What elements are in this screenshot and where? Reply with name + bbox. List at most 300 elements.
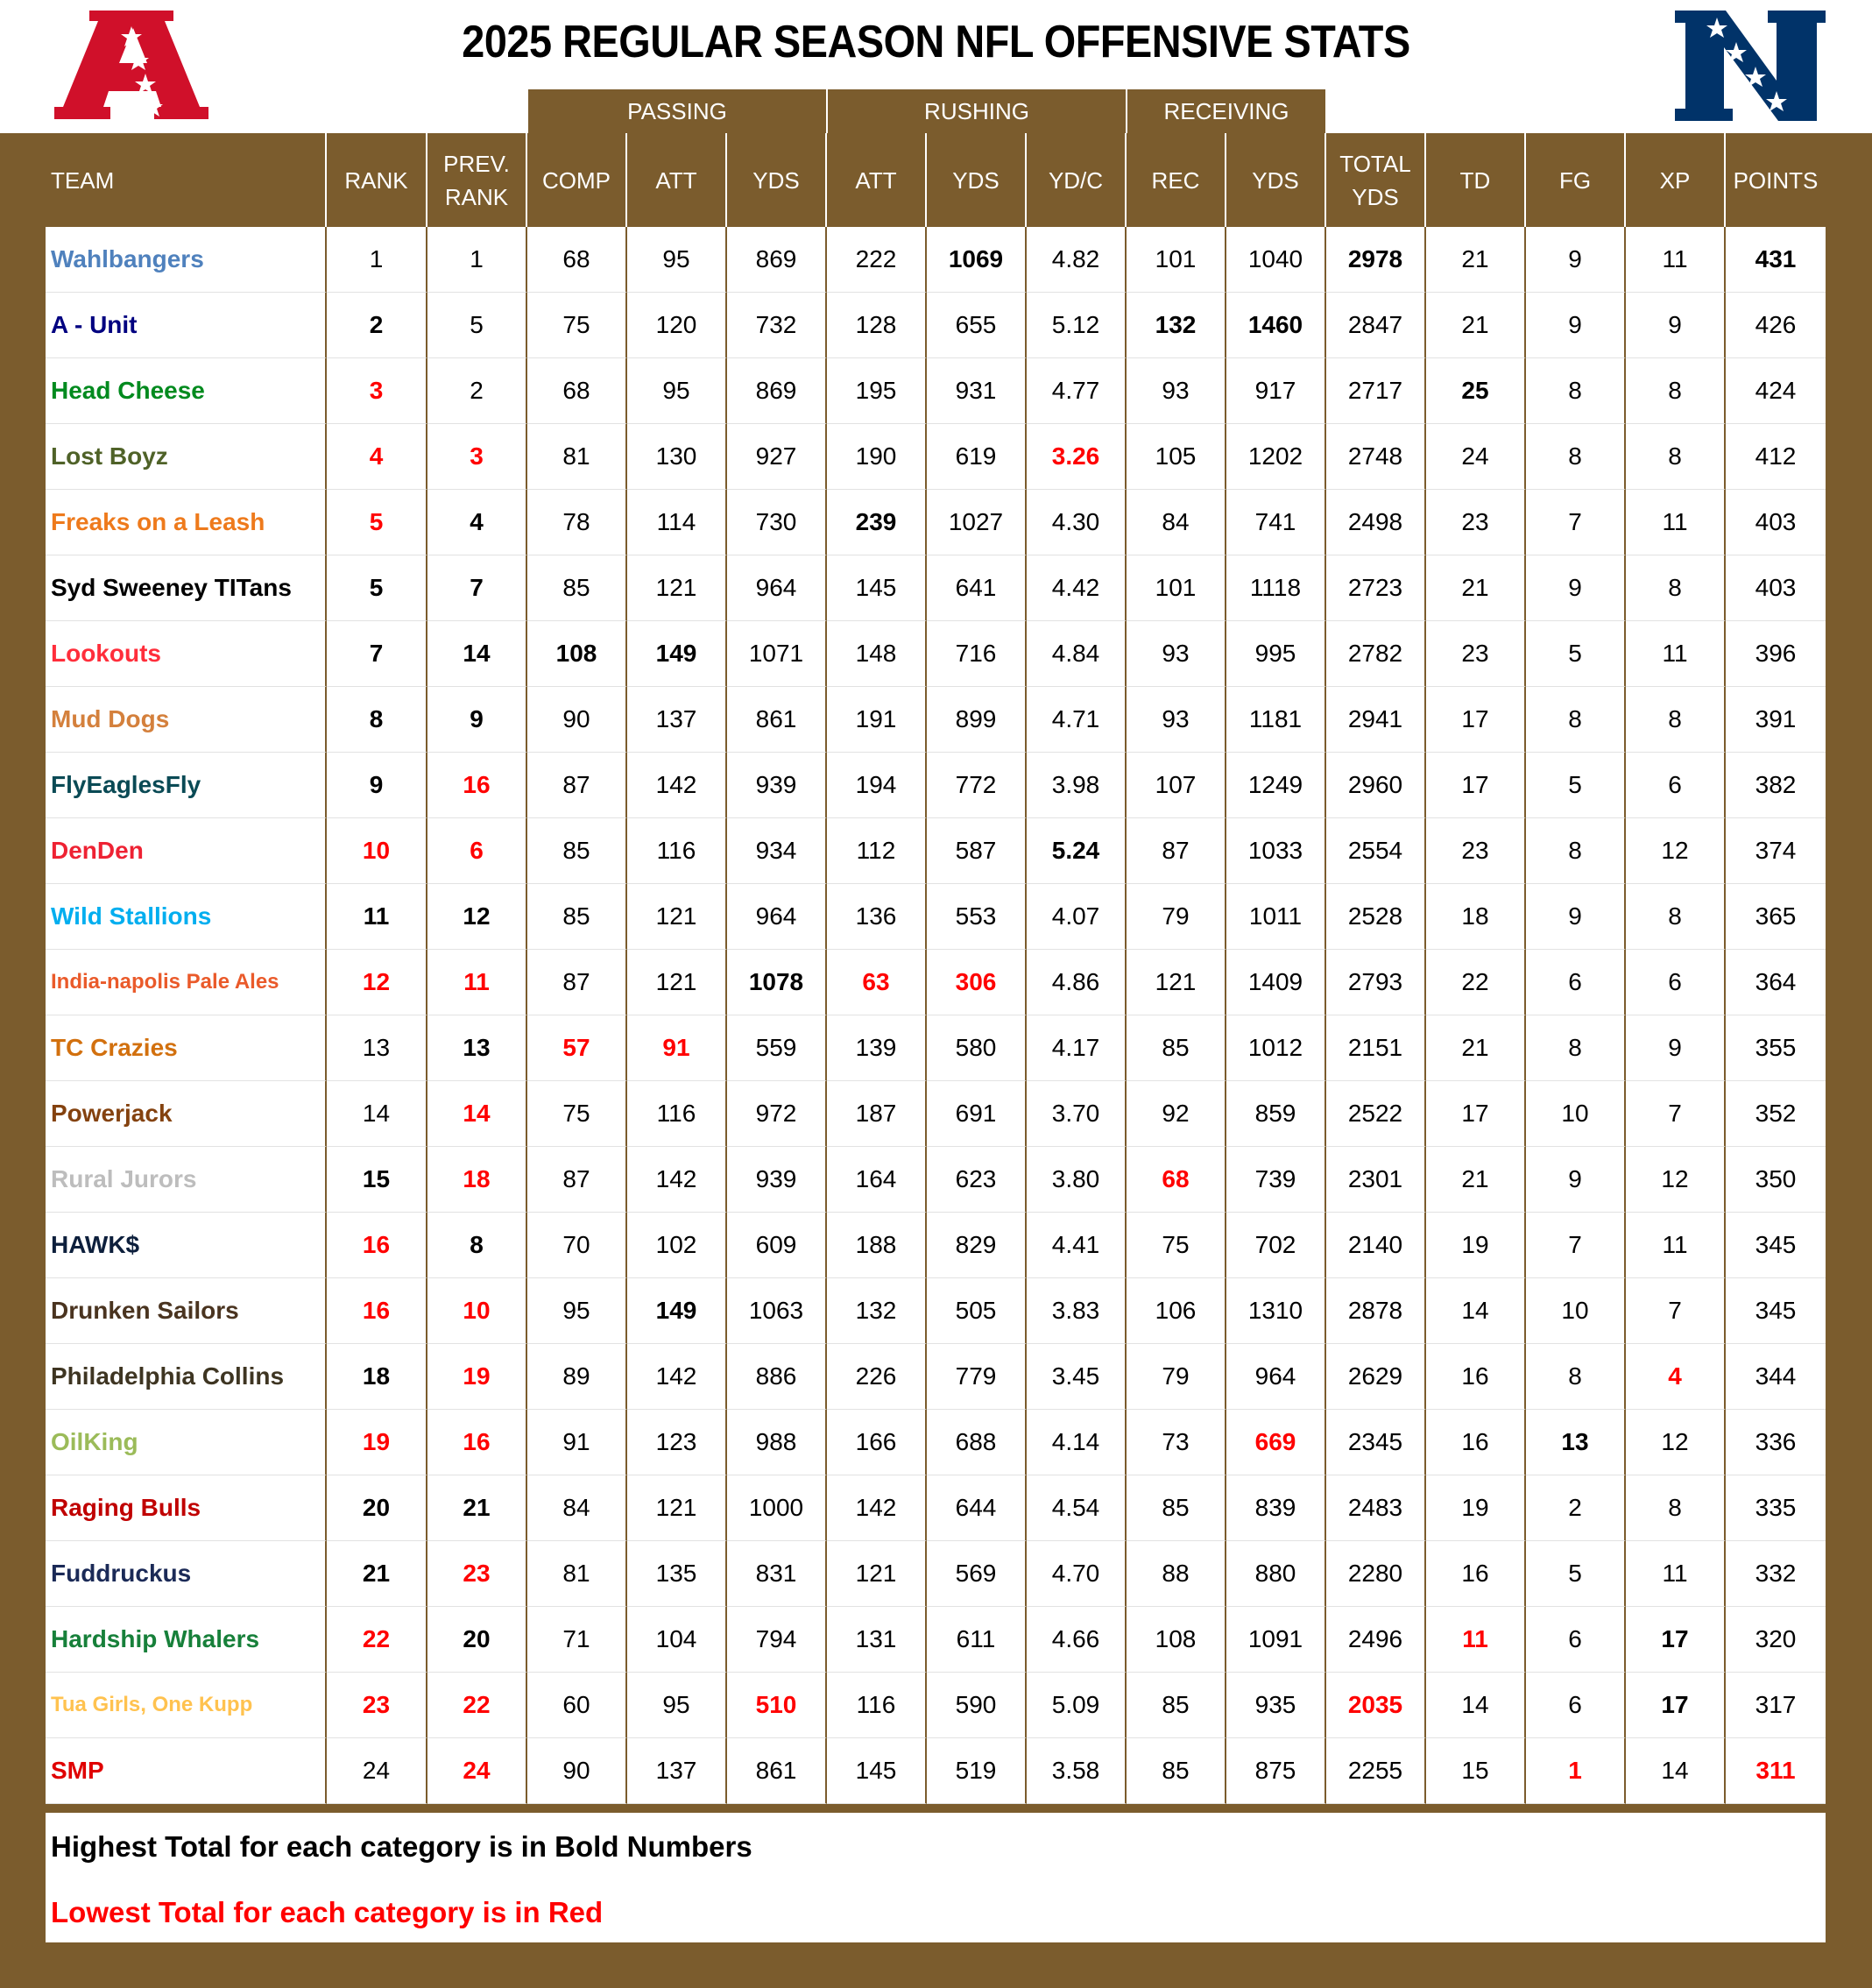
- stat-cell: 16: [327, 1213, 427, 1278]
- stat-cell: 11: [1626, 227, 1726, 293]
- stat-cell: 81: [527, 424, 627, 490]
- stat-cell: 3.80: [1027, 1147, 1127, 1213]
- stat-cell: 12: [1626, 818, 1726, 884]
- team-name: India-napolis Pale Ales: [46, 950, 327, 1015]
- stat-cell: 222: [827, 227, 927, 293]
- stat-cell: 1460: [1226, 293, 1326, 358]
- stat-cell: 93: [1127, 358, 1226, 424]
- stat-cell: 16: [327, 1278, 427, 1344]
- stat-cell: 861: [727, 687, 827, 753]
- stat-cell: 4.17: [1027, 1015, 1127, 1081]
- stat-cell: 1: [327, 227, 427, 293]
- table-row: [46, 1213, 1826, 1278]
- stat-cell: 4.70: [1027, 1541, 1127, 1607]
- stat-cell: 2140: [1326, 1213, 1426, 1278]
- stat-cell: 79: [1127, 884, 1226, 950]
- stat-cell: 3.58: [1027, 1738, 1127, 1804]
- stat-cell: 87: [527, 1147, 627, 1213]
- table-body: [46, 227, 1826, 1804]
- stat-cell: 16: [427, 753, 527, 818]
- stat-cell: 131: [827, 1607, 927, 1673]
- stat-cell: 12: [1626, 1410, 1726, 1475]
- table-row: [46, 227, 1826, 293]
- team-name: Rural Jurors: [46, 1147, 327, 1213]
- stat-cell: 5: [327, 490, 427, 555]
- stat-cell: 91: [527, 1410, 627, 1475]
- stat-cell: 139: [827, 1015, 927, 1081]
- stat-cell: 15: [327, 1147, 427, 1213]
- stat-cell: 8: [1626, 358, 1726, 424]
- stat-cell: 364: [1726, 950, 1826, 1015]
- stat-cell: 3.98: [1027, 753, 1127, 818]
- stat-cell: 4.14: [1027, 1410, 1127, 1475]
- stat-cell: 352: [1726, 1081, 1826, 1147]
- stat-cell: 84: [527, 1475, 627, 1541]
- stat-cell: 6: [427, 818, 527, 884]
- stat-cell: 7: [1526, 490, 1626, 555]
- stat-cell: 939: [727, 1147, 827, 1213]
- team-name: Hardship Whalers: [46, 1607, 327, 1673]
- stat-cell: 102: [627, 1213, 727, 1278]
- stat-cell: 116: [827, 1673, 927, 1738]
- team-name: Raging Bulls: [46, 1475, 327, 1541]
- stat-cell: 559: [727, 1015, 827, 1081]
- stat-cell: 142: [827, 1475, 927, 1541]
- stat-cell: 116: [627, 818, 727, 884]
- column-header: REC: [1127, 133, 1226, 227]
- stat-cell: 3.83: [1027, 1278, 1127, 1344]
- stat-cell: 1012: [1226, 1015, 1326, 1081]
- stat-cell: 934: [727, 818, 827, 884]
- table-row: [46, 1673, 1826, 1738]
- stat-cell: 12: [1626, 1147, 1726, 1213]
- stat-cell: 136: [827, 884, 927, 950]
- stat-cell: 91: [627, 1015, 727, 1081]
- stat-cell: 831: [727, 1541, 827, 1607]
- stat-cell: 4.07: [1027, 884, 1127, 950]
- stat-cell: 90: [527, 1738, 627, 1804]
- stat-cell: 95: [627, 227, 727, 293]
- stat-cell: 730: [727, 490, 827, 555]
- stat-cell: 101: [1127, 227, 1226, 293]
- stat-cell: 85: [527, 818, 627, 884]
- stat-cell: 21: [1426, 555, 1526, 621]
- stat-cell: 17: [1426, 1081, 1526, 1147]
- stat-cell: 85: [527, 555, 627, 621]
- stat-cell: 655: [927, 293, 1027, 358]
- stat-cell: 972: [727, 1081, 827, 1147]
- stat-cell: 2035: [1326, 1673, 1426, 1738]
- team-name: Mud Dogs: [46, 687, 327, 753]
- table-row: [46, 1147, 1826, 1213]
- stat-cell: 396: [1726, 621, 1826, 687]
- stat-cell: 2528: [1326, 884, 1426, 950]
- stat-cell: 505: [927, 1278, 1027, 1344]
- stat-cell: 382: [1726, 753, 1826, 818]
- stat-cell: 226: [827, 1344, 927, 1410]
- column-header: XP: [1626, 133, 1726, 227]
- stat-cell: 988: [727, 1410, 827, 1475]
- group-receiving: RECEIVING: [1163, 97, 1289, 124]
- team-name: Powerjack: [46, 1081, 327, 1147]
- stat-cell: 9: [1526, 884, 1626, 950]
- team-name: Freaks on a Leash: [46, 490, 327, 555]
- stat-cell: 20: [327, 1475, 427, 1541]
- stat-cell: 142: [627, 1147, 727, 1213]
- stat-cell: 21: [1426, 293, 1526, 358]
- stat-cell: 22: [327, 1607, 427, 1673]
- stat-cell: 11: [427, 950, 527, 1015]
- stat-cell: 8: [1626, 687, 1726, 753]
- team-name: SMP: [46, 1738, 327, 1804]
- stat-cell: 135: [627, 1541, 727, 1607]
- stat-cell: 75: [527, 1081, 627, 1147]
- stat-cell: 8: [1626, 555, 1726, 621]
- stat-cell: 190: [827, 424, 927, 490]
- stat-cell: 8: [1626, 884, 1726, 950]
- stat-cell: 132: [1127, 293, 1226, 358]
- stat-cell: 1181: [1226, 687, 1326, 753]
- stat-cell: 2345: [1326, 1410, 1426, 1475]
- stat-cell: 14: [427, 621, 527, 687]
- stat-cell: 2629: [1326, 1344, 1426, 1410]
- stat-cell: 431: [1726, 227, 1826, 293]
- table-row: [46, 1738, 1826, 1804]
- stat-cell: 10: [1526, 1278, 1626, 1344]
- stat-cell: 7: [327, 621, 427, 687]
- stat-cell: 1027: [927, 490, 1027, 555]
- stat-cell: 68: [527, 358, 627, 424]
- stat-cell: 350: [1726, 1147, 1826, 1213]
- stat-cell: 553: [927, 884, 1027, 950]
- stat-cell: 345: [1726, 1213, 1826, 1278]
- table-row: [46, 687, 1826, 753]
- stat-cell: 22: [427, 1673, 527, 1738]
- stat-cell: 5: [1526, 621, 1626, 687]
- stat-cell: 13: [327, 1015, 427, 1081]
- stat-cell: 148: [827, 621, 927, 687]
- table-row: [46, 490, 1826, 555]
- stat-cell: 2978: [1326, 227, 1426, 293]
- stat-cell: 391: [1726, 687, 1826, 753]
- stats-table: [46, 133, 1826, 1804]
- team-name: Philadelphia Collins: [46, 1344, 327, 1410]
- stat-cell: 320: [1726, 1607, 1826, 1673]
- stat-cell: 8: [1526, 818, 1626, 884]
- stat-cell: 5: [1526, 753, 1626, 818]
- stat-cell: 4.54: [1027, 1475, 1127, 1541]
- stat-cell: 510: [727, 1673, 827, 1738]
- team-name: Fuddruckus: [46, 1541, 327, 1607]
- stat-cell: 1: [427, 227, 527, 293]
- stat-cell: 85: [1127, 1738, 1226, 1804]
- stat-cell: 130: [627, 424, 727, 490]
- stat-cell: 188: [827, 1213, 927, 1278]
- stat-cell: 21: [1426, 1015, 1526, 1081]
- stat-cell: 11: [327, 884, 427, 950]
- stat-cell: 869: [727, 358, 827, 424]
- stat-cell: 939: [727, 753, 827, 818]
- stat-cell: 2878: [1326, 1278, 1426, 1344]
- stat-cell: 8: [1526, 687, 1626, 753]
- stat-cell: 1078: [727, 950, 827, 1015]
- stat-cell: 22: [1426, 950, 1526, 1015]
- stat-cell: 23: [1426, 621, 1526, 687]
- stat-cell: 11: [1426, 1607, 1526, 1673]
- team-name: Lost Boyz: [46, 424, 327, 490]
- stat-cell: 95: [627, 358, 727, 424]
- stat-cell: 3.26: [1027, 424, 1127, 490]
- column-header: PREV. RANK: [427, 133, 527, 227]
- stat-cell: 9: [1626, 293, 1726, 358]
- stat-cell: 739: [1226, 1147, 1326, 1213]
- stat-cell: 995: [1226, 621, 1326, 687]
- stat-cell: 1118: [1226, 555, 1326, 621]
- stat-cell: 2255: [1326, 1738, 1426, 1804]
- stat-cell: 6: [1526, 1607, 1626, 1673]
- stat-cell: 619: [927, 424, 1027, 490]
- stat-cell: 145: [827, 555, 927, 621]
- stat-cell: 73: [1127, 1410, 1226, 1475]
- stat-cell: 93: [1127, 621, 1226, 687]
- stat-cell: 1: [1526, 1738, 1626, 1804]
- stat-cell: 24: [1426, 424, 1526, 490]
- stat-cell: 7: [1526, 1213, 1626, 1278]
- stat-cell: 145: [827, 1738, 927, 1804]
- stat-cell: 16: [1426, 1344, 1526, 1410]
- column-header: TEAM: [46, 133, 327, 227]
- stat-cell: 317: [1726, 1673, 1826, 1738]
- stat-cell: 95: [627, 1673, 727, 1738]
- stat-cell: 9: [1526, 293, 1626, 358]
- stat-cell: 519: [927, 1738, 1027, 1804]
- stat-cell: 121: [627, 884, 727, 950]
- stat-cell: 23: [1426, 490, 1526, 555]
- stat-cell: 12: [427, 884, 527, 950]
- stat-cell: 121: [627, 950, 727, 1015]
- stat-cell: 24: [327, 1738, 427, 1804]
- stat-cell: 9: [327, 753, 427, 818]
- stat-cell: 6: [1526, 950, 1626, 1015]
- stat-cell: 4: [427, 490, 527, 555]
- stat-cell: 829: [927, 1213, 1027, 1278]
- stat-cell: 92: [1127, 1081, 1226, 1147]
- stat-cell: 70: [527, 1213, 627, 1278]
- stat-cell: 935: [1226, 1673, 1326, 1738]
- stat-cell: 859: [1226, 1081, 1326, 1147]
- stat-cell: 3.45: [1027, 1344, 1127, 1410]
- stat-cell: 1202: [1226, 424, 1326, 490]
- stat-cell: 17: [1426, 687, 1526, 753]
- stat-cell: 14: [327, 1081, 427, 1147]
- stat-cell: 688: [927, 1410, 1027, 1475]
- stat-cell: 1310: [1226, 1278, 1326, 1344]
- stat-cell: 3: [427, 424, 527, 490]
- stat-cell: 1040: [1226, 227, 1326, 293]
- table-row: [46, 950, 1826, 1015]
- stat-cell: 2748: [1326, 424, 1426, 490]
- stat-cell: 87: [527, 753, 627, 818]
- team-name: Head Cheese: [46, 358, 327, 424]
- stat-cell: 8: [1526, 1344, 1626, 1410]
- stat-cell: 18: [1426, 884, 1526, 950]
- stat-cell: 14: [427, 1081, 527, 1147]
- stat-cell: 10: [327, 818, 427, 884]
- stat-cell: 6: [1626, 753, 1726, 818]
- stat-cell: 81: [527, 1541, 627, 1607]
- stat-cell: 4.86: [1027, 950, 1127, 1015]
- stat-cell: 114: [627, 490, 727, 555]
- stat-cell: 7: [1626, 1278, 1726, 1344]
- stat-cell: 24: [427, 1738, 527, 1804]
- stat-cell: 590: [927, 1673, 1027, 1738]
- stat-cell: 194: [827, 753, 927, 818]
- stat-cell: 6: [1626, 950, 1726, 1015]
- column-header: ATT: [627, 133, 727, 227]
- stat-cell: 10: [1526, 1081, 1626, 1147]
- stat-cell: 78: [527, 490, 627, 555]
- stat-cell: 164: [827, 1147, 927, 1213]
- stat-cell: 60: [527, 1673, 627, 1738]
- stat-cell: 2: [427, 358, 527, 424]
- stat-cell: 108: [527, 621, 627, 687]
- stat-cell: 13: [427, 1015, 527, 1081]
- stat-cell: 1063: [727, 1278, 827, 1344]
- stat-cell: 412: [1726, 424, 1826, 490]
- stat-cell: 5.12: [1027, 293, 1127, 358]
- stat-cell: 403: [1726, 490, 1826, 555]
- stat-cell: 128: [827, 293, 927, 358]
- stat-cell: 869: [727, 227, 827, 293]
- stat-cell: 137: [627, 1738, 727, 1804]
- column-header: TD: [1426, 133, 1526, 227]
- stat-cell: 12: [327, 950, 427, 1015]
- team-name: Lookouts: [46, 621, 327, 687]
- stat-cell: 21: [1426, 227, 1526, 293]
- column-header: COMP: [527, 133, 627, 227]
- stat-cell: 5: [427, 293, 527, 358]
- stat-cell: 21: [1426, 1147, 1526, 1213]
- stat-cell: 105: [1127, 424, 1226, 490]
- stat-cell: 11: [1626, 490, 1726, 555]
- team-name: A - Unit: [46, 293, 327, 358]
- stat-cell: 4.84: [1027, 621, 1127, 687]
- table-row: [46, 424, 1826, 490]
- column-header: FG: [1526, 133, 1626, 227]
- nfc-logo: [1675, 11, 1826, 121]
- table-row: [46, 1081, 1826, 1147]
- stat-cell: 9: [1626, 1015, 1726, 1081]
- stat-cell: 120: [627, 293, 727, 358]
- stat-cell: 17: [1626, 1607, 1726, 1673]
- stat-cell: 108: [1127, 1607, 1226, 1673]
- column-header: POINTS: [1733, 166, 1819, 194]
- stat-cell: 741: [1226, 490, 1326, 555]
- stat-cell: 121: [627, 555, 727, 621]
- stat-cell: 18: [327, 1344, 427, 1410]
- stat-cell: 424: [1726, 358, 1826, 424]
- stat-cell: 8: [1526, 1015, 1626, 1081]
- stat-cell: 2522: [1326, 1081, 1426, 1147]
- stat-cell: 306: [927, 950, 1027, 1015]
- stat-cell: 2: [1526, 1475, 1626, 1541]
- table-row: [46, 555, 1826, 621]
- stat-cell: 2941: [1326, 687, 1426, 753]
- stat-cell: 644: [927, 1475, 1027, 1541]
- stat-cell: 17: [1426, 753, 1526, 818]
- table-row: [46, 358, 1826, 424]
- table-row: [46, 1278, 1826, 1344]
- stat-cell: 121: [1127, 950, 1226, 1015]
- group-rushing: RUSHING: [828, 89, 1127, 133]
- stat-cell: 13: [1526, 1410, 1626, 1475]
- stat-cell: 16: [1426, 1541, 1526, 1607]
- stat-cell: 75: [1127, 1213, 1226, 1278]
- stat-cell: 1249: [1226, 753, 1326, 818]
- table-row: [46, 1541, 1826, 1607]
- column-header: RANK: [327, 133, 427, 227]
- stat-cell: 702: [1226, 1213, 1326, 1278]
- stat-cell: 669: [1226, 1410, 1326, 1475]
- stat-cell: 19: [1426, 1213, 1526, 1278]
- stat-cell: 90: [527, 687, 627, 753]
- stat-cell: 927: [727, 424, 827, 490]
- stat-cell: 88: [1127, 1541, 1226, 1607]
- stat-cell: 121: [627, 1475, 727, 1541]
- stat-cell: 11: [1626, 1541, 1726, 1607]
- stat-cell: 2301: [1326, 1147, 1426, 1213]
- stat-cell: 85: [1127, 1673, 1226, 1738]
- stat-cell: 142: [627, 753, 727, 818]
- stat-cell: 8: [427, 1213, 527, 1278]
- stat-cell: 142: [627, 1344, 727, 1410]
- stat-cell: 964: [1226, 1344, 1326, 1410]
- stat-cell: 149: [627, 1278, 727, 1344]
- stat-cell: 374: [1726, 818, 1826, 884]
- team-name: Drunken Sailors: [46, 1278, 327, 1344]
- stat-cell: 15: [1426, 1738, 1526, 1804]
- stat-cell: 2847: [1326, 293, 1426, 358]
- stat-cell: 107: [1127, 753, 1226, 818]
- stat-cell: 9: [1526, 555, 1626, 621]
- afc-logo: [51, 11, 212, 121]
- stat-cell: 861: [727, 1738, 827, 1804]
- stat-cell: 5: [1526, 1541, 1626, 1607]
- stat-cell: 794: [727, 1607, 827, 1673]
- stat-cell: 149: [627, 621, 727, 687]
- stat-cell: 691: [927, 1081, 1027, 1147]
- group-passing: PASSING: [528, 89, 828, 133]
- note-lowest-red: Lowest Total for each category is in Red: [51, 1896, 604, 1928]
- stat-cell: 19: [427, 1344, 527, 1410]
- stat-cell: 875: [1226, 1738, 1326, 1804]
- stat-cell: 85: [1127, 1475, 1226, 1541]
- stat-cell: 9: [427, 687, 527, 753]
- stat-cell: 8: [1626, 424, 1726, 490]
- stat-cell: 14: [1426, 1278, 1526, 1344]
- stat-cell: 1091: [1226, 1607, 1326, 1673]
- stat-cell: 611: [927, 1607, 1027, 1673]
- stat-cell: 5: [327, 555, 427, 621]
- stat-cell: 239: [827, 490, 927, 555]
- table-row: [46, 818, 1826, 884]
- stat-cell: 137: [627, 687, 727, 753]
- stat-cell: 23: [427, 1541, 527, 1607]
- table-row: [46, 1475, 1826, 1541]
- stat-cell: 87: [527, 950, 627, 1015]
- stat-cell: 11: [1626, 621, 1726, 687]
- stat-cell: 112: [827, 818, 927, 884]
